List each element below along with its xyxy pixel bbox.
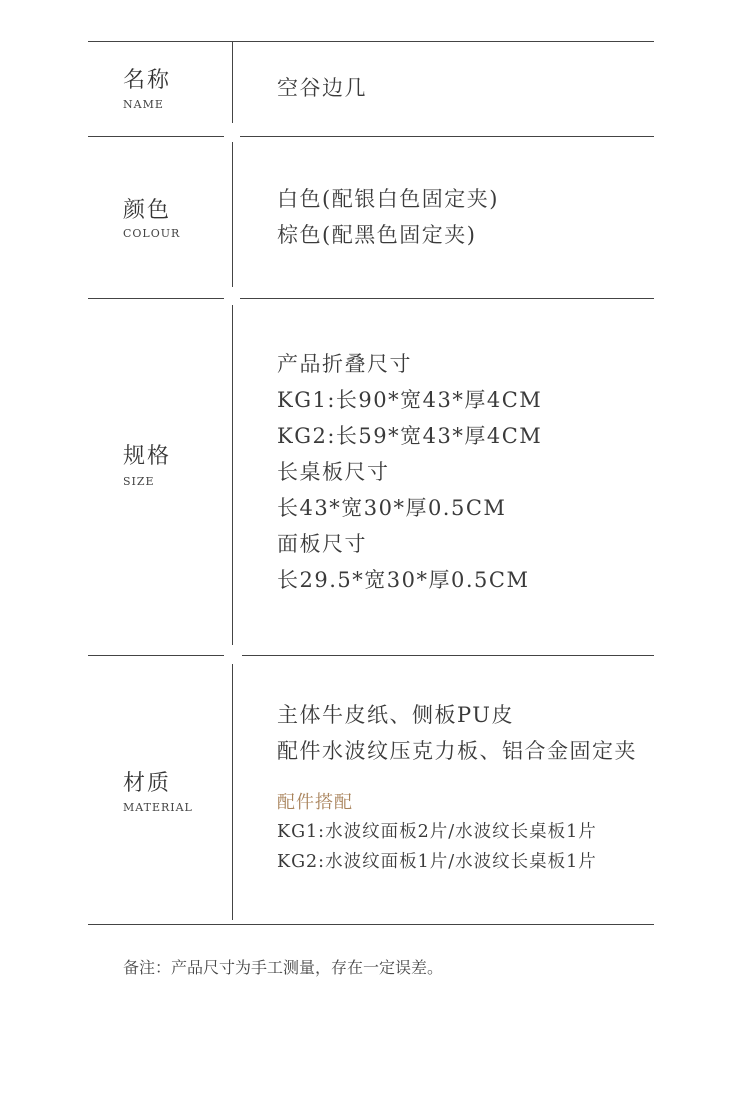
size-value: KG2:长59*宽43*厚4CM [277,424,543,448]
row-divider-right [240,298,654,299]
footnote: 备注：产品尺寸为手工测量，存在一定误差。 [123,958,444,977]
colour-value: 白色(配银白色固定夹) [277,187,499,211]
accessory-item: KG2:水波纹面板1片/水波纹长桌板1片 [277,852,597,872]
column-divider [232,142,233,287]
name-value: 空谷边几 [277,76,367,100]
accessory-item: KG1:水波纹面板2片/水波纹长桌板1片 [277,822,597,842]
table-top-border [88,41,654,42]
size-label-en: SIZE [123,475,155,488]
size-value: KG1:长90*宽43*厚4CM [277,388,543,412]
row-divider-left [88,298,224,299]
row-divider-left [88,136,224,137]
row-divider-right [240,136,654,137]
material-value: 主体牛皮纸、侧板PU皮 [277,703,514,727]
size-label: 规格 [123,444,172,469]
accessory-title: 配件搭配 [277,792,353,813]
size-value: 长43*宽30*厚0.5CM [277,496,507,520]
row-divider-left [88,655,224,656]
size-value: 面板尺寸 [277,532,367,556]
material-label: 材质 [123,771,172,796]
column-divider [232,664,233,920]
name-label-en: NAME [123,98,164,111]
table-bottom-border [88,924,654,925]
name-label: 名称 [123,68,172,93]
size-value: 产品折叠尺寸 [277,352,412,376]
column-divider [232,41,233,123]
material-label-en: MATERIAL [123,801,193,814]
size-value: 长29.5*宽30*厚0.5CM [277,568,530,592]
row-divider-right [242,655,654,656]
size-value: 长桌板尺寸 [277,460,390,484]
colour-value: 棕色(配黑色固定夹) [277,223,477,247]
colour-label-en: COLOUR [123,227,181,240]
column-divider [232,305,233,645]
material-value: 配件水波纹压克力板、铝合金固定夹 [277,739,637,763]
colour-label: 颜色 [123,198,172,223]
